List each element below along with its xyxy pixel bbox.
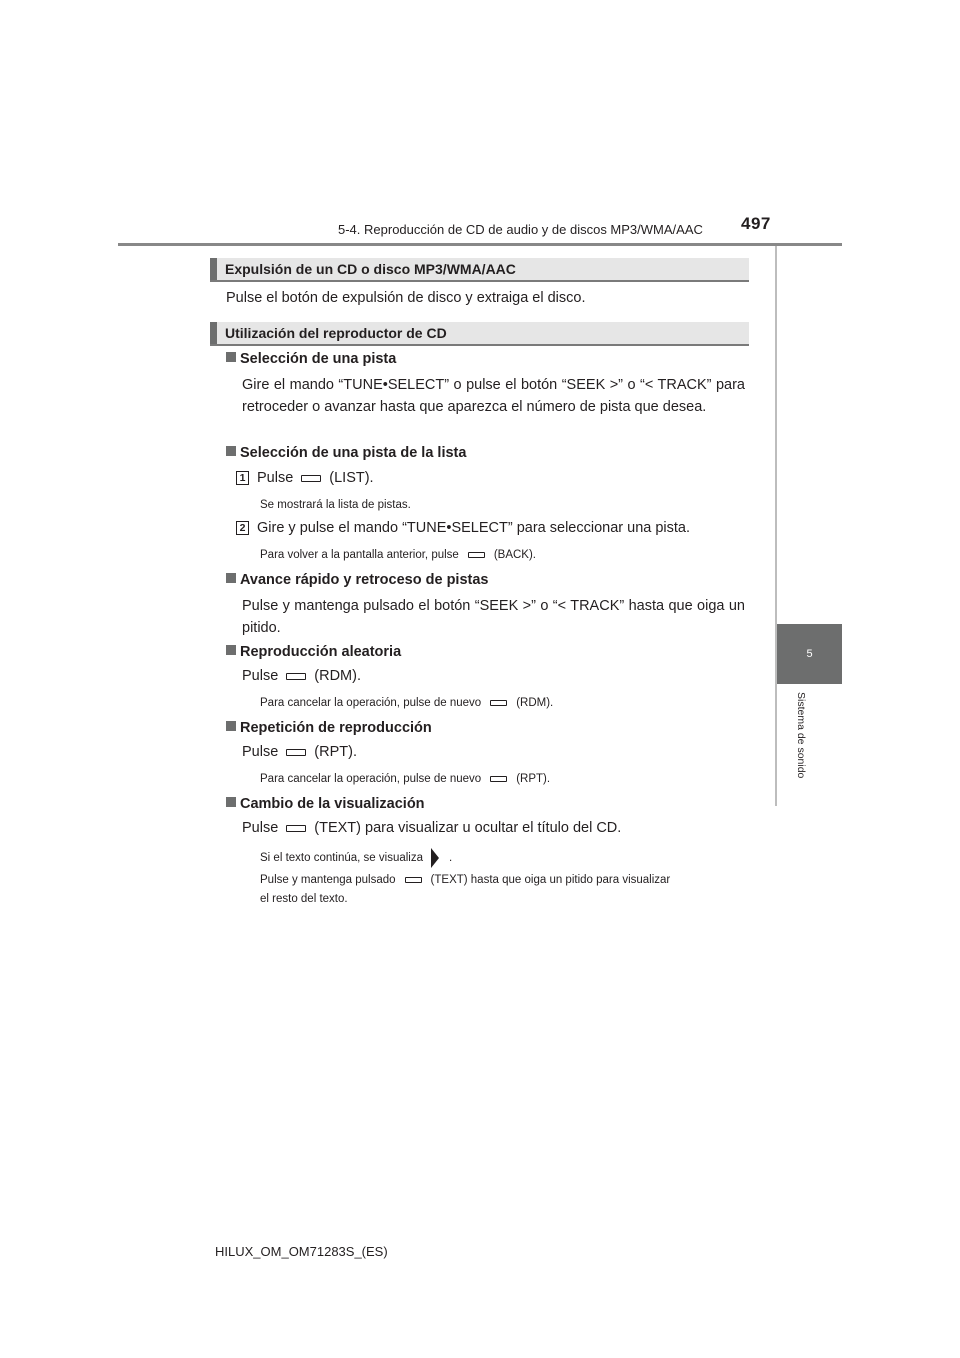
header-title: 5-4. Reproducción de CD de audio y de discos MP3/WMA/AAC (338, 222, 703, 237)
page-number: 497 (741, 214, 771, 233)
random-line: Pulse (RDM). (242, 668, 361, 684)
display-note-2-cont: el resto del texto. (260, 893, 348, 905)
eject-text: Pulse el botón de expulsión de disco y extraiga el disco. (226, 290, 586, 306)
step-1-note: Se mostrará la lista de pistas. (260, 499, 411, 511)
repeat-line: Pulse (RPT). (242, 744, 357, 760)
continue-arrow-icon (431, 848, 439, 868)
random-note: Para cancelar la operación, pulse de nuevo (RDM). (260, 697, 554, 709)
bullet-square-icon (226, 721, 236, 731)
fast-forward-text: Pulse y mantenga pulsado el botón “SEEK >” o “< TRACK” hasta que oiga un pitido. (242, 598, 745, 636)
subheading-fast-forward: Avance rápido y retroceso de pistas (226, 572, 488, 588)
bullet-square-icon (226, 352, 236, 362)
subheading-select-track: Selección de una pista (226, 351, 396, 367)
bullet-square-icon (226, 645, 236, 655)
select-track-text: Gire el mando “TUNE•SELECT” o pulse el botón “SEEK >” o “< TRACK” para retroceder o avanzar hasta que aparezca el número de pista que desea. (242, 377, 745, 415)
display-note-1: Si el texto continúa, se visualiza . (260, 848, 452, 868)
heading-bar (210, 258, 217, 280)
subheading-select-list: Selección de una pista de la lista (226, 445, 466, 461)
button-icon (490, 700, 507, 706)
header-rule (118, 243, 842, 246)
button-icon (286, 749, 306, 756)
step-1: 1 Pulse (LIST). (236, 470, 374, 486)
button-icon (301, 475, 321, 482)
button-icon (468, 552, 485, 558)
bullet-square-icon (226, 446, 236, 456)
button-icon (286, 825, 306, 832)
subheading-random: Reproducción aleatoria (226, 644, 401, 660)
step-number-box: 2 (236, 521, 249, 535)
document-code: HILUX_OM_OM71283S_(ES) (215, 1244, 388, 1259)
button-icon (490, 776, 507, 782)
display-line: Pulse (TEXT) para visualizar u ocultar el título del CD. (242, 820, 622, 836)
chapter-number: 5 (806, 648, 813, 660)
button-icon (405, 877, 422, 883)
subheading-display: Cambio de la visualización (226, 796, 425, 812)
step-number-box: 1 (236, 471, 249, 485)
section-heading-label: Utilización del reproductor de CD (225, 325, 447, 341)
section-heading-label: Expulsión de un CD o disco MP3/WMA/AAC (225, 261, 516, 277)
section-heading-eject (210, 258, 749, 282)
chapter-tab (777, 624, 842, 684)
step-2-note: Para volver a la pantalla anterior, pulse (BACK). (260, 549, 536, 561)
button-icon (286, 673, 306, 680)
side-divider (775, 246, 777, 806)
step-2: 2 Gire y pulse el mando “TUNE•SELECT” para seleccionar una pista. (236, 520, 690, 536)
heading-bar (210, 322, 217, 344)
bullet-square-icon (226, 797, 236, 807)
bullet-square-icon (226, 573, 236, 583)
display-note-2: Pulse y mantenga pulsado (TEXT) hasta que oiga un pitido para visualizar (260, 874, 671, 886)
subheading-repeat: Repetición de reproducción (226, 720, 432, 736)
section-heading-player (210, 322, 749, 346)
chapter-label: Sistema de sonido (795, 692, 807, 779)
repeat-note: Para cancelar la operación, pulse de nuevo (RPT). (260, 773, 551, 785)
